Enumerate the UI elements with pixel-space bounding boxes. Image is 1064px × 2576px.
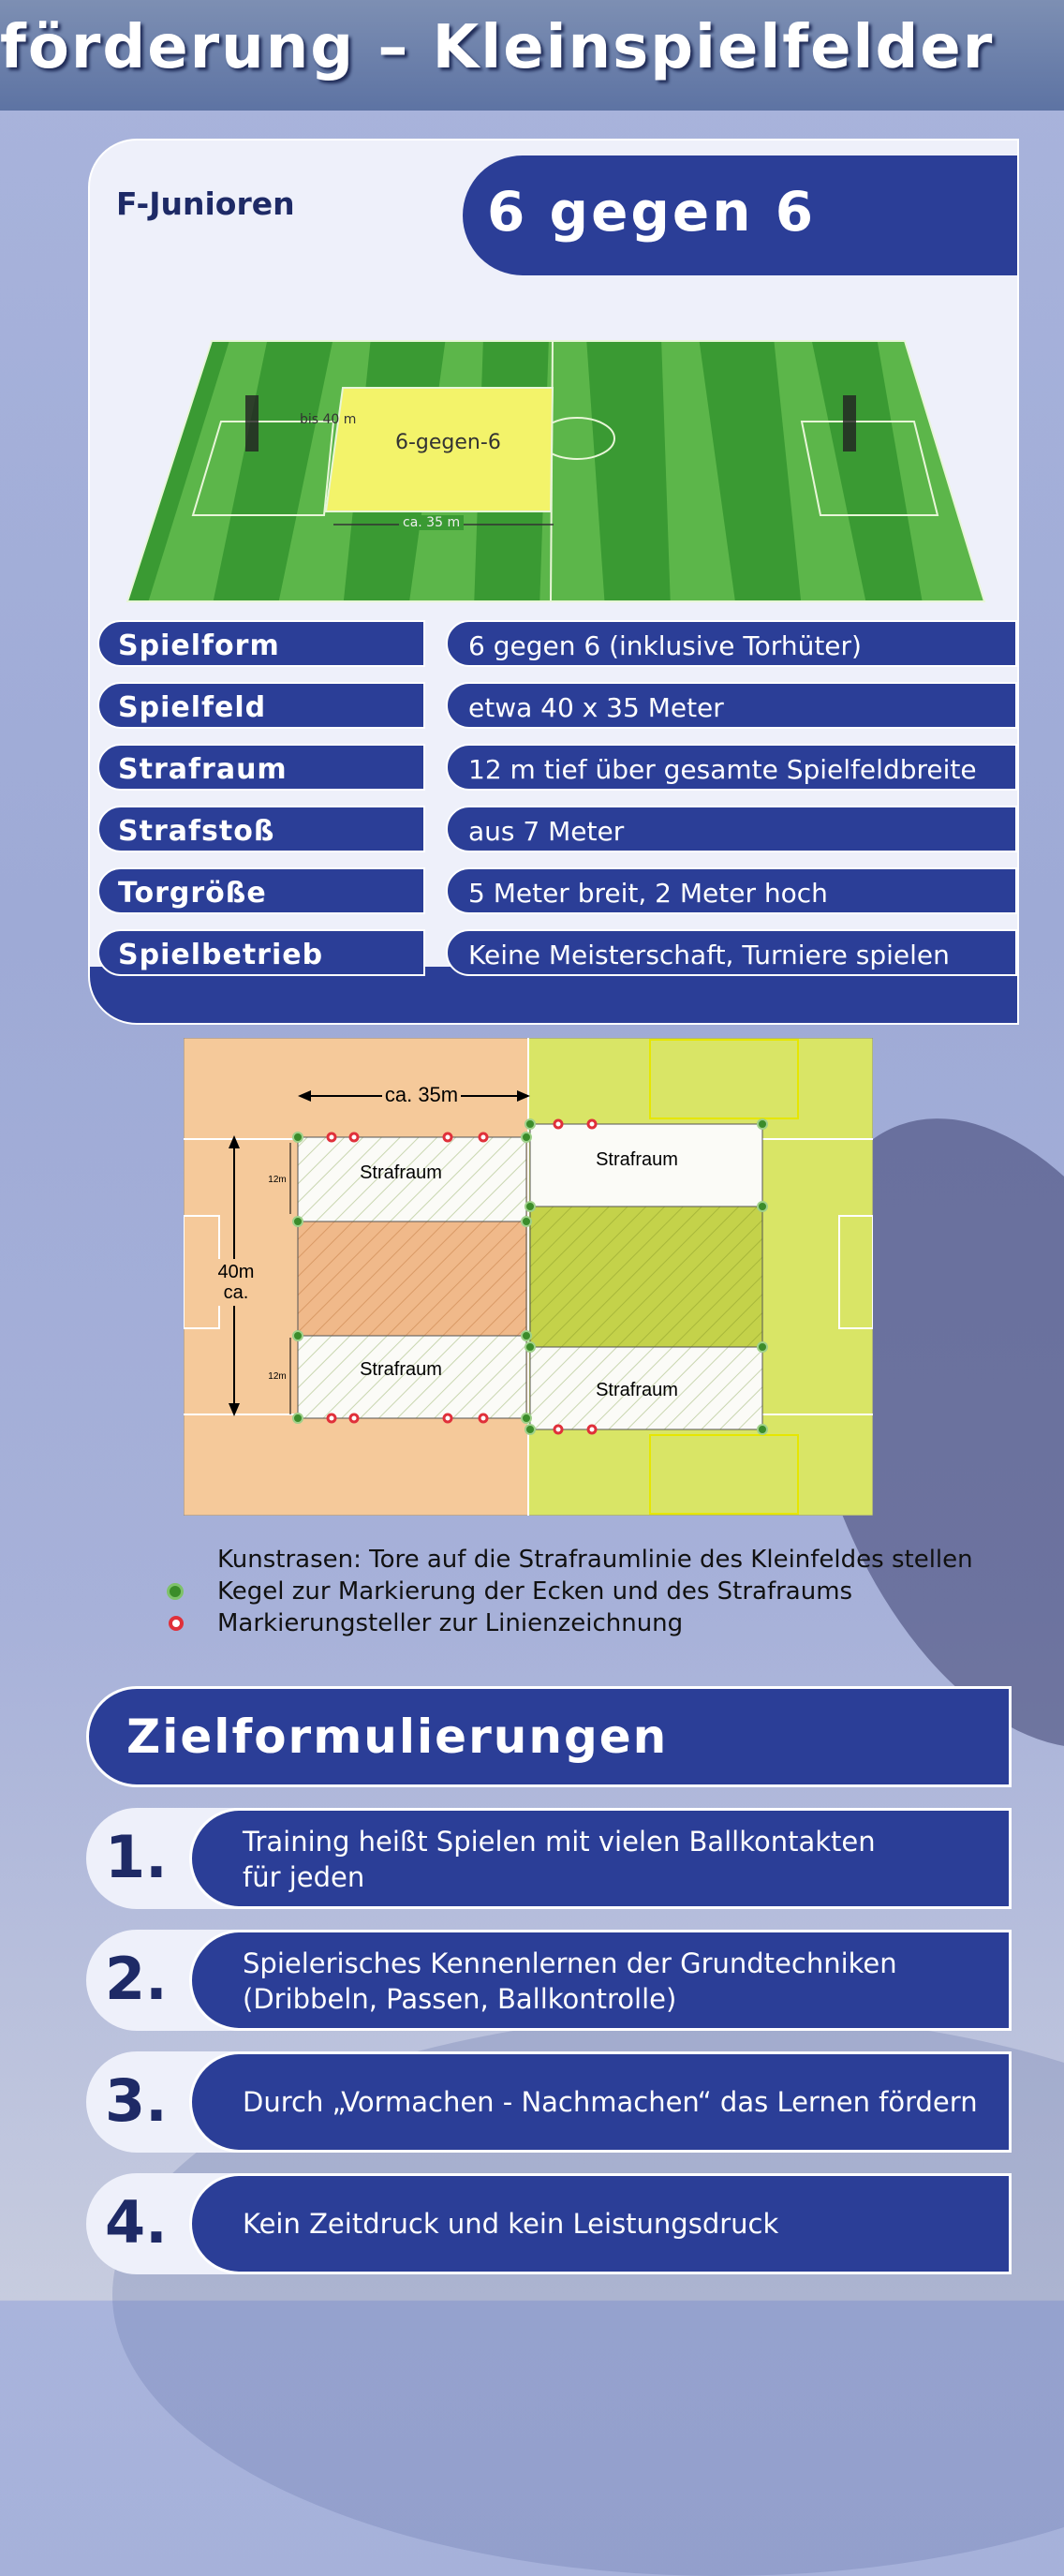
rule-value: aus 7 Meter: [468, 816, 625, 847]
rule-value-box: [446, 806, 1017, 852]
goal-text-line1: Kein Zeitdruck und kein Leistungsdruck: [243, 2208, 779, 2240]
marker-icon: [169, 1616, 184, 1631]
penalty-area-label: Strafraum: [596, 1149, 678, 1170]
rule-label: Spielfeld: [118, 691, 267, 724]
goal-item: [86, 1808, 1012, 1909]
rule-value: etwa 40 x 35 Meter: [468, 692, 724, 723]
goal-item: [86, 2051, 1012, 2153]
rule-label: Strafstoß: [118, 815, 275, 848]
legend-cones-text: Kegel zur Markierung der Ecken und des Strafraums: [217, 1577, 853, 1606]
goal-item: [86, 2173, 1012, 2274]
pitch-length-label: bis 40 m: [300, 412, 357, 427]
goal-number: 2.: [105, 1945, 168, 2013]
goal-text-box: [189, 1808, 1012, 1909]
rule-row: [97, 867, 1017, 916]
page-header: [0, 0, 1064, 111]
rule-label-box: [97, 682, 425, 729]
length-label: 40m: [217, 1262, 255, 1282]
age-group-label: F-Junioren: [116, 185, 295, 222]
rule-label: Spielform: [118, 629, 280, 662]
field-layout-diagram: [184, 1038, 873, 1516]
width-label: ca. 35m: [384, 1083, 459, 1106]
penalty-area-label: Strafraum: [360, 1359, 442, 1380]
goal-number: 3.: [105, 2066, 168, 2135]
format-title: 6 gegen 6: [487, 180, 817, 244]
goal-text-line1: Spielerisches Kennenlernen der Grundtechniken: [243, 1947, 897, 1979]
rule-row: [97, 744, 1017, 792]
pitch-illustration: [90, 337, 1017, 609]
rule-label: Torgröße: [118, 877, 267, 910]
rule-value-box: [446, 682, 1017, 729]
rule-label: Spielbetrieb: [118, 939, 324, 971]
rule-row: [97, 929, 1017, 978]
rule-label: Strafraum: [118, 753, 288, 786]
rule-value-box: [446, 620, 1017, 667]
rule-value-box: [446, 744, 1017, 791]
length-label-approx: ca.: [223, 1282, 249, 1303]
depth-label: 12m: [268, 1371, 287, 1382]
rule-label-box: [97, 744, 425, 791]
page-title: förderung – Kleinspielfelder: [0, 13, 995, 82]
legend-note-text: Kunstrasen: Tore auf die Strafraumlinie des Kleinfeldes stellen: [217, 1546, 973, 1574]
rule-value: 5 Meter breit, 2 Meter hoch: [468, 878, 828, 909]
goal-text-line1: Durch „Vormachen - Nachmachen“ das Lernen fördern: [243, 2086, 978, 2118]
rule-label-box: [97, 929, 425, 976]
format-banner: [463, 155, 1017, 275]
goal-text-box: [189, 2173, 1012, 2274]
depth-label: 12m: [268, 1175, 287, 1185]
info-card: [90, 141, 1017, 1023]
rule-label-box: [97, 620, 425, 667]
goal-text-box: [189, 1930, 1012, 2031]
rule-value-box: [446, 929, 1017, 976]
pitch-svg: [90, 337, 1017, 609]
goal-text-line1: Training heißt Spielen mit vielen Ballkontakten: [243, 1826, 876, 1858]
field-layout-svg: [184, 1038, 873, 1516]
rule-value: 6 gegen 6 (inklusive Torhüter): [468, 630, 862, 661]
goals-title: Zielformulierungen: [126, 1710, 669, 1764]
cone-icon: [167, 1583, 184, 1600]
goal-number: 4.: [105, 2188, 168, 2257]
rule-row: [97, 806, 1017, 854]
rule-value: 12 m tief über gesamte Spielfeldbreite: [468, 754, 977, 785]
rule-label-box: [97, 867, 425, 914]
goal-text-box: [189, 2051, 1012, 2153]
pitch-area-label: 6-gegen-6: [395, 431, 501, 454]
rule-row: [97, 682, 1017, 731]
goals-header: [86, 1686, 1012, 1787]
goal-text-line2: (Dribbeln, Passen, Ballkontrolle): [243, 1983, 677, 2015]
penalty-area-label: Strafraum: [360, 1162, 442, 1183]
goal-number: 1.: [105, 1823, 168, 1891]
goal-text-line2: für jeden: [243, 1861, 365, 1893]
rule-label-box: [97, 806, 425, 852]
rule-value: Keine Meisterschaft, Turniere spielen: [468, 940, 950, 970]
rule-row: [97, 620, 1017, 669]
penalty-area-label: Strafraum: [596, 1380, 678, 1400]
legend-markers-text: Markierungsteller zur Linienzeichnung: [217, 1609, 684, 1637]
pitch-width-label: ca. 35 m: [399, 515, 464, 530]
goal-item: [86, 1930, 1012, 2031]
rule-value-box: [446, 867, 1017, 914]
